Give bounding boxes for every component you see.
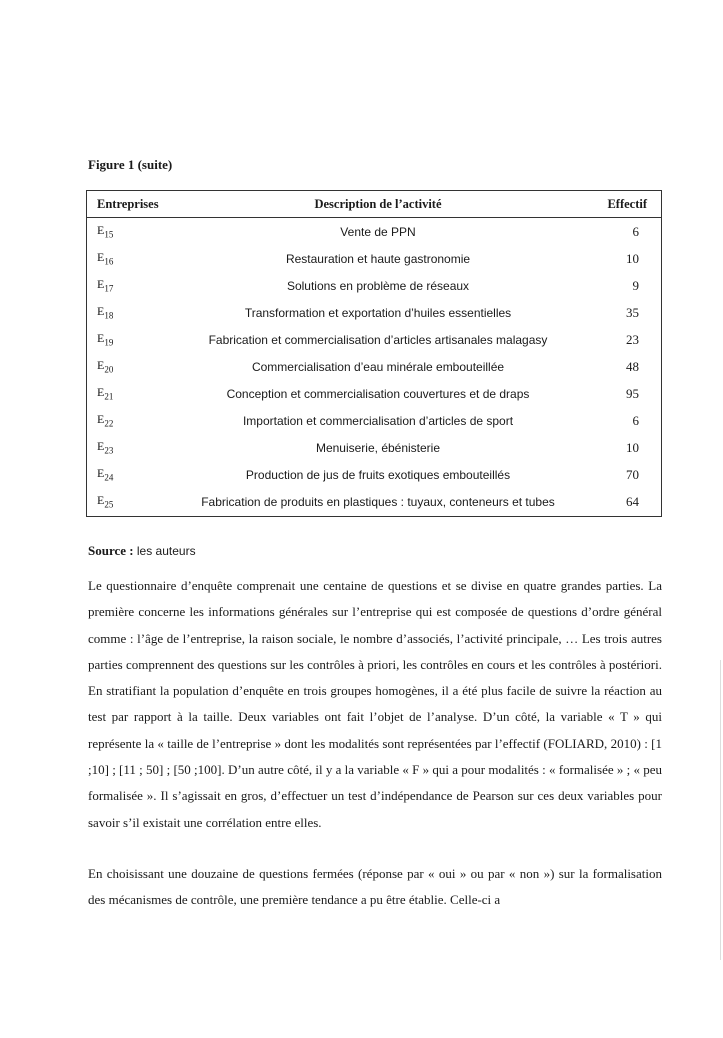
table-row xyxy=(87,380,661,407)
table-row xyxy=(87,299,661,326)
table-row xyxy=(87,353,661,380)
description-cell: Fabrication de produits en plastiques : tuyaux, conteneurs et tubes xyxy=(201,494,555,509)
entreprise-cell: $E_{21}$ xyxy=(97,385,114,402)
effectif-cell: 6 xyxy=(632,412,639,428)
entreprise-cell: $E_{19}$ xyxy=(97,331,114,348)
entreprise-cell: $E_{18}$ xyxy=(97,304,114,321)
description-cell: Conception et commercialisation couvertures et de draps xyxy=(226,386,530,401)
effectif-cell: 70 xyxy=(626,466,639,482)
description-cell: Transformation et exportation d’huiles essentielles xyxy=(244,305,512,320)
effectif-cell: 9 xyxy=(632,277,639,293)
description-cell: Restauration et haute gastronomie xyxy=(285,251,471,266)
description-cell: Fabrication et commercialisation d’articles artisanales malagasy xyxy=(208,332,548,347)
table-row xyxy=(87,461,661,488)
description-cell: Vente de PPN xyxy=(340,224,416,239)
entreprise-cell: $E_{15}$ xyxy=(97,223,114,240)
table-row xyxy=(87,218,661,246)
effectif-cell: 10 xyxy=(626,439,639,455)
entreprise-cell: $E_{24}$ xyxy=(97,466,114,483)
paragraph-2: En choisissant une douzaine de questions fermées (réponse par « oui » ou par « non ») sur la formalisation des mécanismes de contrôle, une première tendance a pu être établie. Celle-ci a xyxy=(88,866,662,908)
description-cell: Production de jus de fruits exotiques embouteillés xyxy=(245,467,511,482)
effectif-cell: 23 xyxy=(626,331,639,347)
effectif-cell: 64 xyxy=(626,493,639,509)
table-row xyxy=(87,434,661,461)
effectif-cell: 6 xyxy=(632,223,639,239)
figure-title: Figure 1 (suite) xyxy=(88,157,173,172)
description-cell: Importation et commercialisation d’articles de sport xyxy=(242,413,514,428)
description-cell: Commercialisation d’eau minérale embouteillée xyxy=(251,359,505,374)
activity-table xyxy=(86,190,662,517)
effectif-cell: 10 xyxy=(626,250,639,266)
source-text: les auteurs xyxy=(136,544,196,558)
entreprise-cell: $E_{23}$ xyxy=(97,439,114,456)
table-header-row xyxy=(87,191,661,218)
effectif-cell: 95 xyxy=(626,385,639,401)
entreprise-cell: $E_{20}$ xyxy=(97,358,114,375)
header-effectif: Effectif xyxy=(579,191,661,218)
description-cell: Menuiserie, ébénisterie xyxy=(315,440,441,455)
description-cell: Solutions en problème de réseaux xyxy=(286,278,470,293)
entreprise-cell: $E_{17}$ xyxy=(97,277,114,294)
entreprise-cell: $E_{22}$ xyxy=(97,412,114,429)
paragraph-1: Le questionnaire d’enquête comprenait une centaine de questions et se divise en quatre grandes parties. La première concerne les informations générales sur l’entreprise qui est composée de questions d’ordre général comme : l’âge de l’entreprise, la raison sociale, le nombre d’associés, l’activité principale, … Les trois autres parties comprennent des questions sur les contrôles à priori, les contrôles en cours et les contrôles à postériori. En stratifiant la population d’enquête en trois groupes homogènes, il a été plus facile de suivre la réaction au test par rapport à la taille. Deux variables ont fait l’objet de l’analyse. D’un côté, la variable « T » qui représente la « taille de l’entreprise » dont les modalités sont représentées par l’effectif (FOLIARD, 2010) : [1 ;10] ; [11 ; 50] ; [50 ;100]. D’un autre côté, il y a la variable « F » qui a pour modalités : « formalisée » ; « peu formalisée ». Il s’agissait en gros, d’effectuer un test d’indépendance de Pearson sur ces deux variables pour savoir s’il existait une corrélation entre elles. xyxy=(88,578,662,830)
effectif-cell: 35 xyxy=(626,304,639,320)
table-row xyxy=(87,488,661,515)
header-entreprises: Entreprises xyxy=(87,191,177,218)
scan-edge-line xyxy=(720,660,721,960)
table-row xyxy=(87,245,661,272)
entreprise-cell: $E_{16}$ xyxy=(97,250,114,267)
entreprise-cell: $E_{25}$ xyxy=(97,493,114,510)
table-row xyxy=(87,407,661,434)
header-description: Description de l’activité xyxy=(177,191,579,218)
source-label: Source : xyxy=(88,543,134,558)
table-row xyxy=(87,272,661,299)
source-line xyxy=(88,543,196,559)
table-row xyxy=(87,326,661,353)
effectif-cell: 48 xyxy=(626,358,639,374)
